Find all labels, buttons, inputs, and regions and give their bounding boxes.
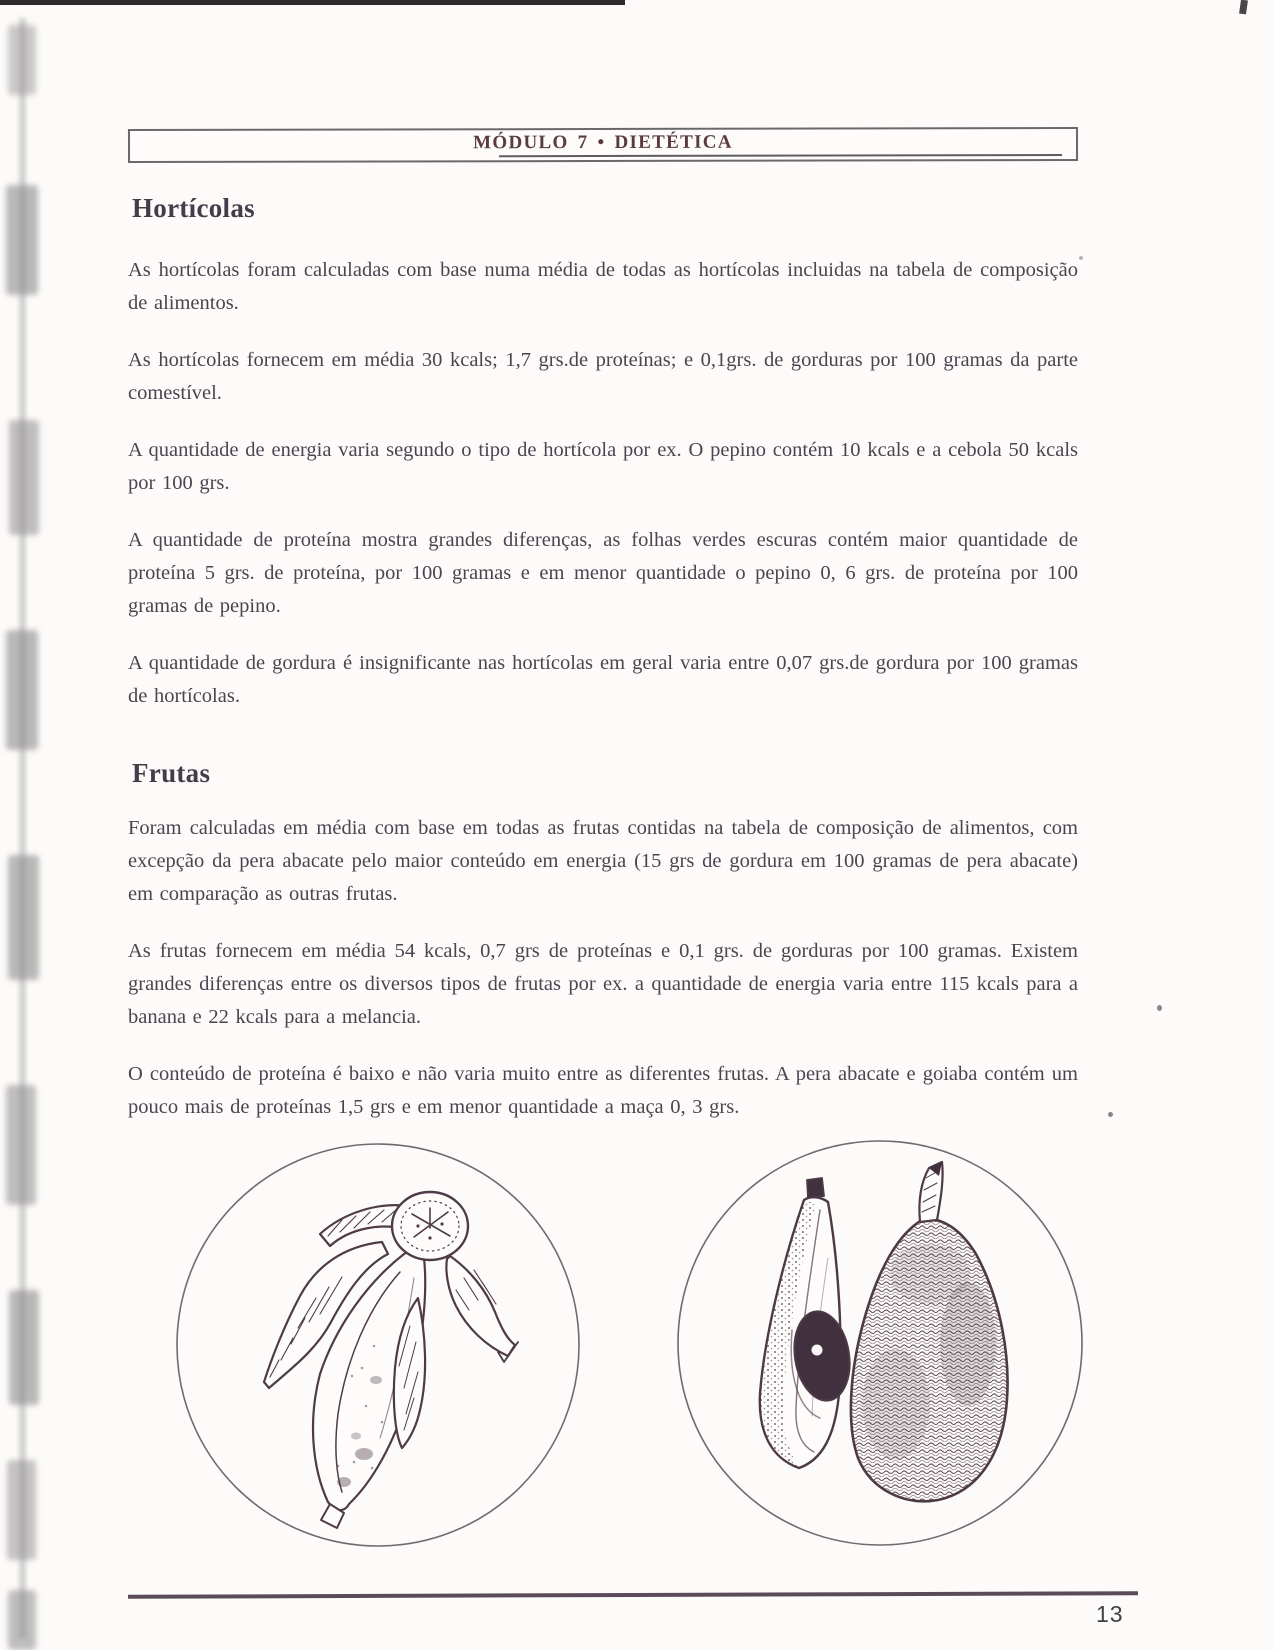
page-number: 13 xyxy=(1096,1601,1124,1627)
binding-mark xyxy=(6,630,38,750)
binding-mark xyxy=(6,185,38,295)
section-heading-frutas: Frutas xyxy=(132,758,211,788)
binding-mark xyxy=(8,855,39,980)
module-header-box xyxy=(128,127,1078,163)
scan-artifact-top-tick xyxy=(1239,0,1248,14)
scan-speck xyxy=(1157,1005,1162,1011)
paragraph-horticolas-3: A quantidade de energia varia segundo o tipo de hortícola por ex. O pepino contém 10 kcals e a cebola 50 kcals por 100 grs. xyxy=(128,439,1078,494)
footer-rule xyxy=(128,1591,1138,1599)
header-underline-rule xyxy=(499,154,1062,157)
paragraph-frutas-1: Foram calculadas em média com base em todas as frutas contidas na tabela de composição de alimentos, com excepção da pera abacate pelo maior conteúdo em energia (15 grs de gordura em 100 gramas de pera abacate) em comparação as outras frutas. xyxy=(128,817,1078,905)
binding-mark xyxy=(8,25,36,95)
banana-illustration xyxy=(166,1136,590,1560)
binding-mark xyxy=(9,420,39,535)
paragraph-horticolas-1: As hortícolas foram calculadas com base numa média de todas as hortícolas incluidas na tabela de composição de alimentos. xyxy=(128,259,1078,314)
page-content xyxy=(128,128,1078,1148)
binding-mark xyxy=(9,1290,39,1405)
scan-speck xyxy=(1079,256,1083,260)
avocado-illustration xyxy=(668,1134,1092,1558)
paragraph-horticolas-4: A quantidade de proteína mostra grandes diferenças, as folhas verdes escuras contém maior quantidade de proteína 5 grs. de proteína, por 100 gramas e em menor quantidade o pepino 0, 6 grs. de proteína por 100 gramas de pepino. xyxy=(128,529,1078,617)
module-header-title: MÓDULO 7 • DIETÉTICA xyxy=(473,131,733,154)
binding-mark xyxy=(7,1460,36,1560)
scan-speck xyxy=(1108,1112,1113,1117)
paragraph-frutas-2: As frutas fornecem em média 54 kcals, 0,7 grs de proteínas e 0,1 grs. de gorduras por 100 gramas. Existem grandes diferenças entre os diversos tipos de frutas por ex. a quantidade de energia varia entre 115 kcals para a banana e 22 kcals para a melancia. xyxy=(128,940,1078,1028)
paragraph-horticolas-2: As hortícolas fornecem em média 30 kcals; 1,7 grs.de proteínas; e 0,1grs. de gorduras por 100 gramas da parte comestível. xyxy=(128,349,1078,404)
paragraph-horticolas-5: A quantidade de gordura é insignificante nas hortícolas em geral varia entre 0,07 grs.de gordura por 100 gramas de hortícolas. xyxy=(128,652,1078,707)
scan-artifact-top-edge xyxy=(0,0,625,5)
paragraph-frutas-3: O conteúdo de proteína é baixo e não varia muito entre as diferentes frutas. A pera abacate e goiaba contém um pouco mais de proteínas 1,5 grs e em menor quantidade a maça 0, 3 grs. xyxy=(128,1063,1078,1118)
binding-mark xyxy=(6,1085,36,1205)
section-heading-horticolas: Hortícolas xyxy=(132,193,255,223)
binding-mark xyxy=(8,1590,36,1650)
